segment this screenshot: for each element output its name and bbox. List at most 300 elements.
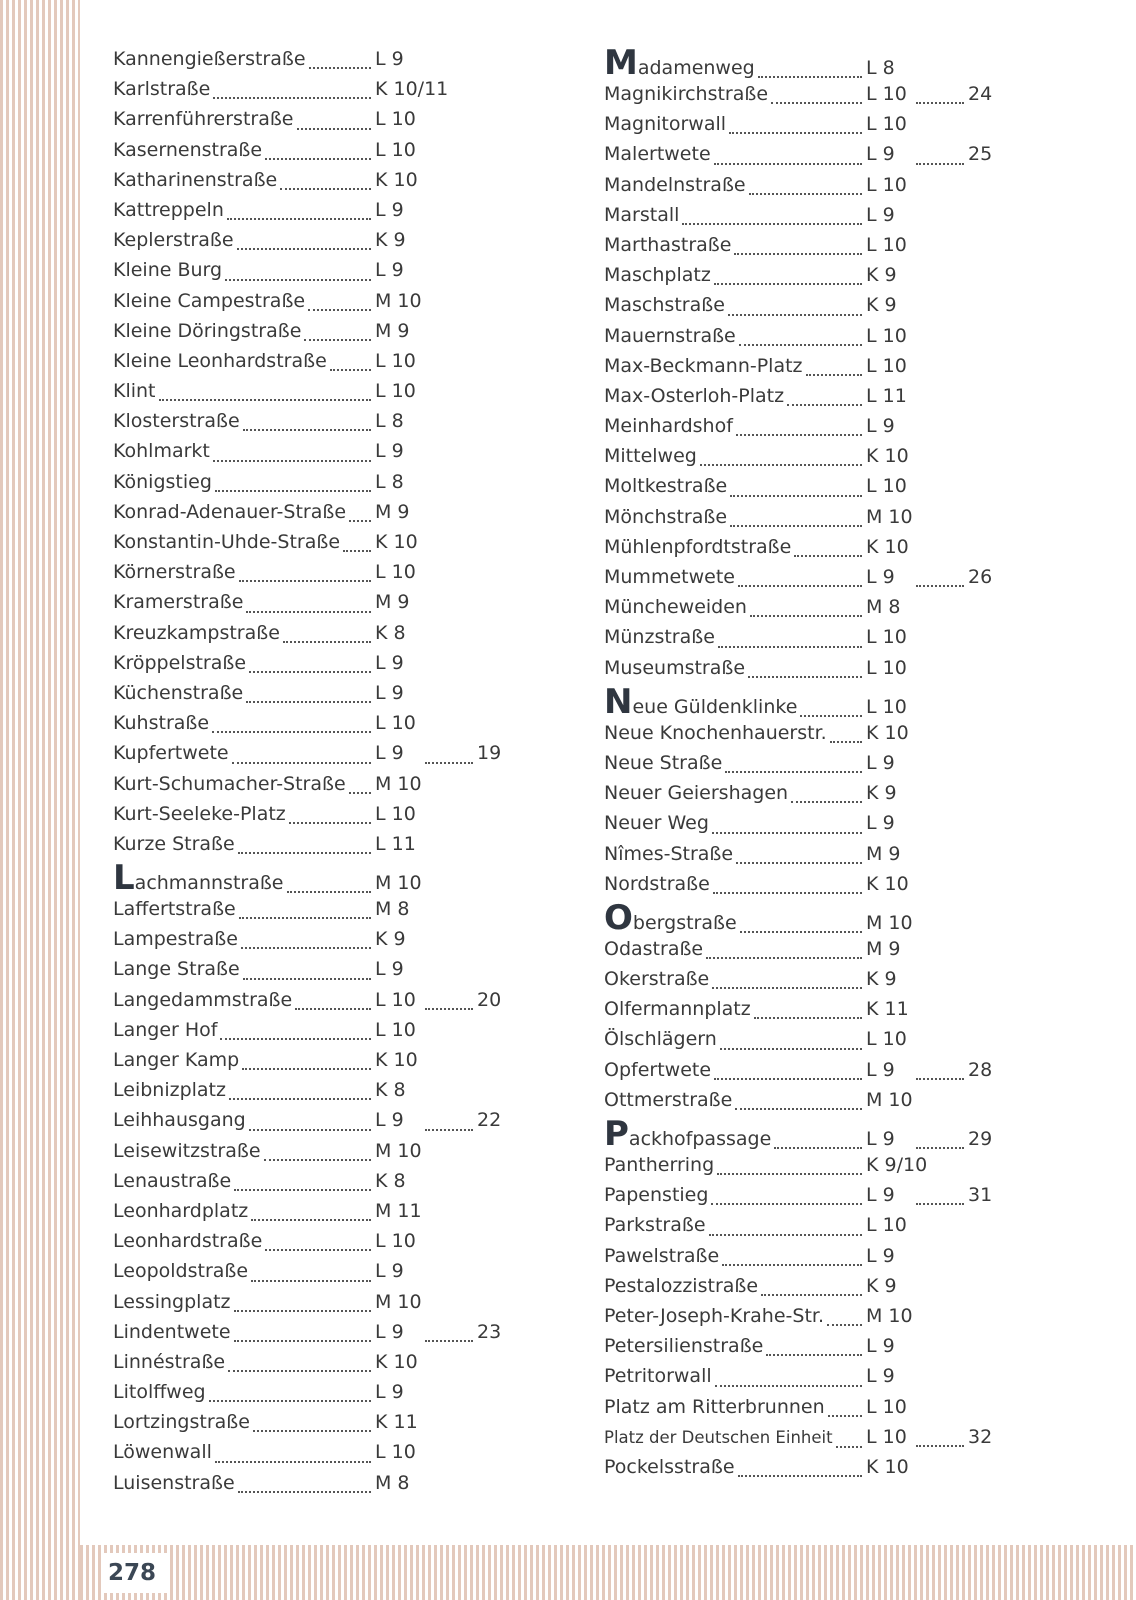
street-name: Neue Straße (604, 751, 723, 774)
entry-street (604, 964, 864, 994)
entry-street (113, 738, 373, 768)
street-name: Papenstieg (604, 1184, 709, 1207)
leader-dots (234, 1339, 371, 1342)
entry-street (113, 799, 373, 829)
index-entry (604, 1024, 992, 1054)
entry-street (604, 1331, 864, 1361)
index-entry (113, 225, 501, 255)
entry-street (113, 1407, 373, 1437)
entry-street (604, 869, 864, 899)
index-entry (113, 316, 501, 346)
index-entry (604, 1422, 992, 1452)
leader-dots (736, 433, 862, 436)
grid-reference: L 10 (375, 561, 416, 584)
entry-street (604, 1180, 864, 1210)
entry-street (113, 1226, 373, 1256)
grid-reference: L 10 (866, 1028, 907, 1051)
entry-street (113, 286, 373, 316)
page-reference (916, 139, 992, 169)
entry-street (604, 903, 864, 938)
grid-reference: K 9/10 (866, 1154, 928, 1176)
street-name: Neuer Geiershagen (604, 782, 789, 805)
grid-reference: L 9 (866, 566, 895, 588)
entry-street (113, 1015, 373, 1045)
index-entry (604, 592, 992, 622)
index-entry (113, 286, 501, 316)
street-name: Kramerstraße (113, 591, 244, 614)
grid-reference: L 10 (375, 802, 416, 825)
index-entry (113, 894, 501, 924)
index-entry (113, 1226, 501, 1256)
index-entry (604, 686, 992, 722)
street-name: Mauernstraße (604, 324, 736, 347)
page-reference-number: 29 (968, 1128, 993, 1150)
leader-dots (750, 614, 862, 617)
leader-dots (295, 1007, 371, 1010)
index-entry (604, 839, 992, 869)
street-name: Kannengießerstraße (113, 48, 306, 70)
page-reference (425, 738, 501, 768)
street-name: ackhofpassage (628, 1128, 772, 1150)
street-name: Pockelsstraße (604, 1455, 735, 1478)
index-entry (604, 441, 992, 471)
page-reference-number: 19 (477, 742, 502, 765)
entry-street (113, 587, 373, 617)
page-reference-number: 23 (477, 1320, 502, 1343)
leader-dots (787, 403, 862, 406)
index-entry (113, 954, 501, 984)
leader-dots (740, 930, 862, 933)
grid-reference: K 11 (866, 998, 909, 1021)
street-name: Marthastraße (604, 233, 732, 256)
entry-street (113, 769, 373, 799)
grid-reference: L 10 (866, 173, 907, 196)
street-name: Karrenführerstraße (113, 108, 294, 131)
street-name: Leonhardplatz (113, 1199, 249, 1222)
grid-reference: L 10 (375, 1018, 416, 1041)
index-entry (604, 1301, 992, 1331)
grid-reference: K 10 (375, 168, 418, 191)
entry-street (113, 1468, 373, 1498)
street-name: Klint (113, 380, 156, 403)
grid-reference: K 9 (866, 968, 897, 991)
grid-reference: L 9 (866, 1244, 895, 1267)
section-initial-letter: L (113, 863, 135, 899)
street-name: Karlstraße (113, 78, 211, 101)
index-entry (604, 808, 992, 838)
index-entry (113, 863, 501, 899)
grid-reference: L 9 (866, 1128, 895, 1150)
index-entry (113, 1437, 501, 1467)
entry-street (604, 260, 864, 290)
entry-street (604, 1085, 864, 1115)
leader-dots (349, 791, 371, 794)
grid-reference: M 10 (375, 1139, 422, 1162)
entry-street (113, 467, 373, 497)
entry-street (113, 829, 373, 859)
leader-dots (830, 740, 862, 743)
entry-street (113, 104, 373, 134)
entry-street (604, 532, 864, 562)
leader-dots (209, 1399, 371, 1402)
page-reference (425, 985, 501, 1015)
street-name: Litolffweg (113, 1381, 206, 1404)
entry-street (604, 170, 864, 200)
grid-reference: L 10 (866, 113, 907, 136)
index-entry (604, 79, 992, 109)
grid-reference: L 10 (866, 695, 907, 718)
grid-reference: L 9 (866, 1365, 895, 1388)
index-entry (113, 195, 501, 225)
leader-dots (265, 157, 371, 160)
grid-reference: L 9 (866, 1058, 895, 1081)
entry-street (604, 1119, 864, 1154)
grid-reference: M 10 (375, 289, 422, 312)
entry-street (604, 1361, 864, 1391)
entry-street (604, 808, 864, 838)
page-reference (916, 562, 992, 592)
grid-reference: L 10 (375, 1230, 416, 1253)
street-name: Kohlmarkt (113, 440, 210, 463)
entry-street (113, 406, 373, 436)
grid-reference: L 10 (866, 324, 907, 347)
street-name: Mönchstraße (604, 505, 728, 528)
street-name: Kreuzkampstraße (113, 621, 280, 644)
index-entry (113, 1196, 501, 1226)
leader-dots (229, 1097, 371, 1100)
index-entry (604, 1150, 992, 1180)
index-entry (113, 587, 501, 617)
grid-reference: L 9 (375, 1320, 404, 1343)
street-name: Kröppelstraße (113, 651, 247, 674)
street-name: Kuhstraße (113, 712, 210, 735)
entry-street (604, 1271, 864, 1301)
page-reference-number: 32 (968, 1425, 993, 1448)
street-name: Keplerstraße (113, 229, 234, 252)
grid-reference: K 10 (866, 535, 909, 558)
grid-reference: L 9 (375, 1260, 404, 1283)
street-name: Kupfertwete (113, 742, 229, 765)
street-name: Kurt-Schumacher-Straße (113, 772, 346, 795)
entry-street (113, 954, 373, 984)
grid-reference: M 8 (375, 1471, 410, 1494)
street-name: Marstall (604, 203, 680, 226)
entry-street (113, 497, 373, 527)
street-name: Kurze Straße (113, 832, 235, 855)
page-reference (425, 1105, 501, 1135)
leader-dots (800, 714, 862, 717)
leader-dots (791, 800, 862, 803)
leader-dots (249, 670, 371, 673)
leader-dots (738, 1474, 862, 1477)
section-initial-letter: M (604, 48, 638, 83)
leader-dots (289, 821, 371, 824)
leader-dots (249, 1128, 371, 1131)
street-name: Langer Kamp (113, 1049, 240, 1071)
leader-dots (916, 101, 964, 104)
leader-dots (228, 1369, 371, 1372)
street-name: eue Güldenklinke (632, 695, 798, 718)
leader-dots (225, 278, 371, 281)
index-entry (604, 778, 992, 808)
index-entry (113, 346, 501, 376)
entry-street (113, 74, 373, 104)
street-name: Pantherring (604, 1154, 715, 1176)
grid-reference: L 10 (866, 354, 907, 377)
entry-street (113, 1287, 373, 1317)
entry-street (604, 351, 864, 381)
entry-street (113, 1256, 373, 1286)
street-name: Leopoldstraße (113, 1260, 249, 1283)
leader-dots (827, 1323, 862, 1326)
grid-reference: L 9 (375, 651, 404, 674)
street-name: Magnitorwall (604, 113, 727, 136)
entry-street (113, 346, 373, 376)
entry-street (604, 1055, 864, 1085)
grid-reference: L 9 (866, 812, 895, 835)
grid-reference: K 10 (866, 721, 909, 744)
section-initial-letter: O (604, 902, 633, 938)
street-name: Nordstraße (604, 872, 710, 895)
entry-street (604, 653, 864, 683)
street-name: Laffertstraße (113, 898, 236, 921)
grid-reference: L 11 (375, 832, 416, 855)
street-name: Leisewitzstraße (113, 1139, 261, 1162)
entry-street (604, 562, 864, 592)
entry-street (604, 381, 864, 411)
leader-dots (227, 217, 371, 220)
leader-dots (794, 554, 862, 557)
section-initial-letter: P (604, 1119, 629, 1154)
section-initial-letter: N (604, 686, 633, 722)
leader-dots (722, 1263, 862, 1266)
index-entry (113, 1105, 501, 1135)
index-entry (604, 381, 992, 411)
entry-street (604, 994, 864, 1024)
index-entry (113, 648, 501, 678)
grid-reference: L 10 (375, 988, 416, 1011)
leader-dots (309, 66, 371, 69)
grid-reference: K 8 (375, 1079, 406, 1102)
street-index-left-column (113, 44, 501, 1498)
grid-reference: K 11 (375, 1411, 418, 1434)
grid-reference: L 10 (375, 138, 416, 161)
entry-street (113, 1196, 373, 1226)
grid-reference: M 9 (375, 500, 410, 523)
entry-street (113, 924, 373, 954)
leader-dots (715, 1384, 862, 1387)
street-name: Mühlenpfordtstraße (604, 535, 792, 558)
street-name: Kattreppeln (113, 198, 224, 221)
index-entry (604, 200, 992, 230)
street-name: Löwenwall (113, 1441, 212, 1464)
entry-street (604, 230, 864, 260)
entry-street (113, 1045, 373, 1075)
index-entry (604, 321, 992, 351)
index-entry (113, 1377, 501, 1407)
index-entry (113, 135, 501, 165)
entry-street (113, 527, 373, 557)
index-entry (604, 351, 992, 381)
street-name: Leibnizplatz (113, 1079, 226, 1102)
street-name: Pawelstraße (604, 1244, 720, 1267)
street-name: Neue Knochenhauerstr. (604, 721, 827, 744)
entry-street (604, 1392, 864, 1422)
street-name: Müncheweiden (604, 596, 747, 619)
street-name: Münzstraße (604, 626, 715, 649)
index-entry (604, 48, 992, 83)
leader-dots (251, 1218, 371, 1221)
street-name: achmannstraße (134, 872, 284, 895)
entry-street (604, 1024, 864, 1054)
leader-dots (238, 851, 371, 854)
entry-street (113, 648, 373, 678)
page-reference (916, 1180, 992, 1210)
leader-dots (706, 956, 862, 959)
index-entry (604, 934, 992, 964)
grid-reference: L 9 (866, 143, 895, 166)
grid-reference: L 8 (375, 470, 404, 493)
index-entry (113, 1166, 501, 1196)
grid-reference: K 8 (375, 621, 406, 644)
entry-street (113, 985, 373, 1015)
entry-street (604, 1241, 864, 1271)
entry-street (113, 1377, 373, 1407)
entry-street (113, 44, 373, 74)
index-entry (113, 74, 501, 104)
street-name: Leonhardstraße (113, 1230, 263, 1253)
leader-dots (213, 459, 371, 462)
leader-dots (246, 700, 371, 703)
leader-dots (714, 282, 862, 285)
leader-dots (749, 192, 862, 195)
street-name: Konstantin-Uhde-Straße (113, 531, 341, 553)
leader-dots (343, 549, 371, 552)
grid-reference: K 8 (375, 1169, 406, 1192)
grid-reference: L 9 (866, 1184, 895, 1207)
index-entry (604, 1361, 992, 1391)
street-name: adamenweg (637, 57, 755, 79)
grid-reference: K 9 (866, 782, 897, 805)
index-entry (604, 230, 992, 260)
index-entry (113, 165, 501, 195)
index-entry (113, 497, 501, 527)
street-name: Kleine Burg (113, 259, 223, 282)
street-index-right-column (604, 44, 992, 1482)
grid-reference: K 9 (866, 294, 897, 317)
index-entry (113, 1468, 501, 1498)
index-entry (604, 653, 992, 683)
index-entry (113, 557, 501, 587)
page-number: 278 (102, 1553, 168, 1593)
entry-street (113, 1347, 373, 1377)
street-name: Luisenstraße (113, 1471, 235, 1494)
grid-reference: L 10 (866, 475, 907, 498)
entry-street (113, 1166, 373, 1196)
entry-street (604, 441, 864, 471)
grid-reference: K 10 (375, 1350, 418, 1373)
entry-street (113, 1105, 373, 1135)
entry-street (604, 687, 864, 722)
grid-reference: L 10 (375, 349, 416, 372)
page-reference-number: 31 (968, 1184, 993, 1207)
leader-dots (242, 1067, 371, 1070)
street-name: Lindentwete (113, 1320, 231, 1343)
grid-reference: M 10 (375, 772, 422, 795)
leader-dots (734, 252, 862, 255)
entry-street (604, 1423, 864, 1453)
leader-dots (425, 1007, 473, 1010)
index-entry (604, 1392, 992, 1422)
leader-dots (714, 162, 862, 165)
entry-street (604, 839, 864, 869)
page-reference-number: 24 (968, 83, 993, 105)
entry-street (113, 225, 373, 255)
grid-reference: L 10 (866, 626, 907, 649)
street-name: Odastraße (604, 937, 704, 960)
leader-dots (754, 1016, 862, 1019)
index-entry (604, 1180, 992, 1210)
leader-dots (280, 187, 371, 190)
leader-dots (738, 584, 862, 587)
grid-reference: K 10 (375, 531, 418, 553)
street-name: Kurt-Seeleke-Platz (113, 802, 286, 825)
leader-dots (761, 1293, 862, 1296)
index-entry (604, 532, 992, 562)
index-entry (113, 436, 501, 466)
index-entry (604, 718, 992, 748)
grid-reference: M 10 (375, 1290, 422, 1313)
street-name: Neuer Weg (604, 812, 709, 835)
grid-reference: L 9 (375, 440, 404, 463)
index-entry (604, 1210, 992, 1240)
leader-dots (736, 861, 862, 864)
entry-street (604, 411, 864, 441)
page-reference (916, 1422, 992, 1452)
grid-reference: L 9 (375, 48, 404, 70)
leader-dots (711, 1202, 862, 1205)
leader-dots (730, 494, 862, 497)
index-entry (604, 290, 992, 320)
leader-dots (251, 1279, 371, 1282)
grid-reference: L 9 (375, 259, 404, 282)
leader-dots (237, 247, 371, 250)
grid-reference: K 10 (866, 445, 909, 468)
entry-street (604, 1452, 864, 1482)
leader-dots (766, 1353, 862, 1356)
leader-dots (735, 1107, 862, 1110)
leader-dots (712, 986, 862, 989)
leader-dots (714, 1077, 862, 1080)
street-name: Maschplatz (604, 264, 711, 287)
street-name: Maschstraße (604, 294, 725, 317)
street-name: Parkstraße (604, 1214, 706, 1237)
street-name: Langedammstraße (113, 988, 293, 1011)
index-entry (113, 1075, 501, 1105)
street-name: Petritorwall (604, 1365, 712, 1388)
index-entry (604, 1452, 992, 1482)
entry-street (604, 718, 864, 748)
street-name: Lortzingstraße (113, 1411, 250, 1434)
index-entry (604, 139, 992, 169)
street-name: Nîmes-Straße (604, 842, 734, 865)
entry-street (113, 1317, 373, 1347)
entry-street (113, 863, 373, 898)
street-name: Petersilienstraße (604, 1335, 764, 1358)
street-name: Mittelweg (604, 445, 697, 468)
street-name: Lenaustraße (113, 1169, 232, 1192)
index-entry (113, 1287, 501, 1317)
